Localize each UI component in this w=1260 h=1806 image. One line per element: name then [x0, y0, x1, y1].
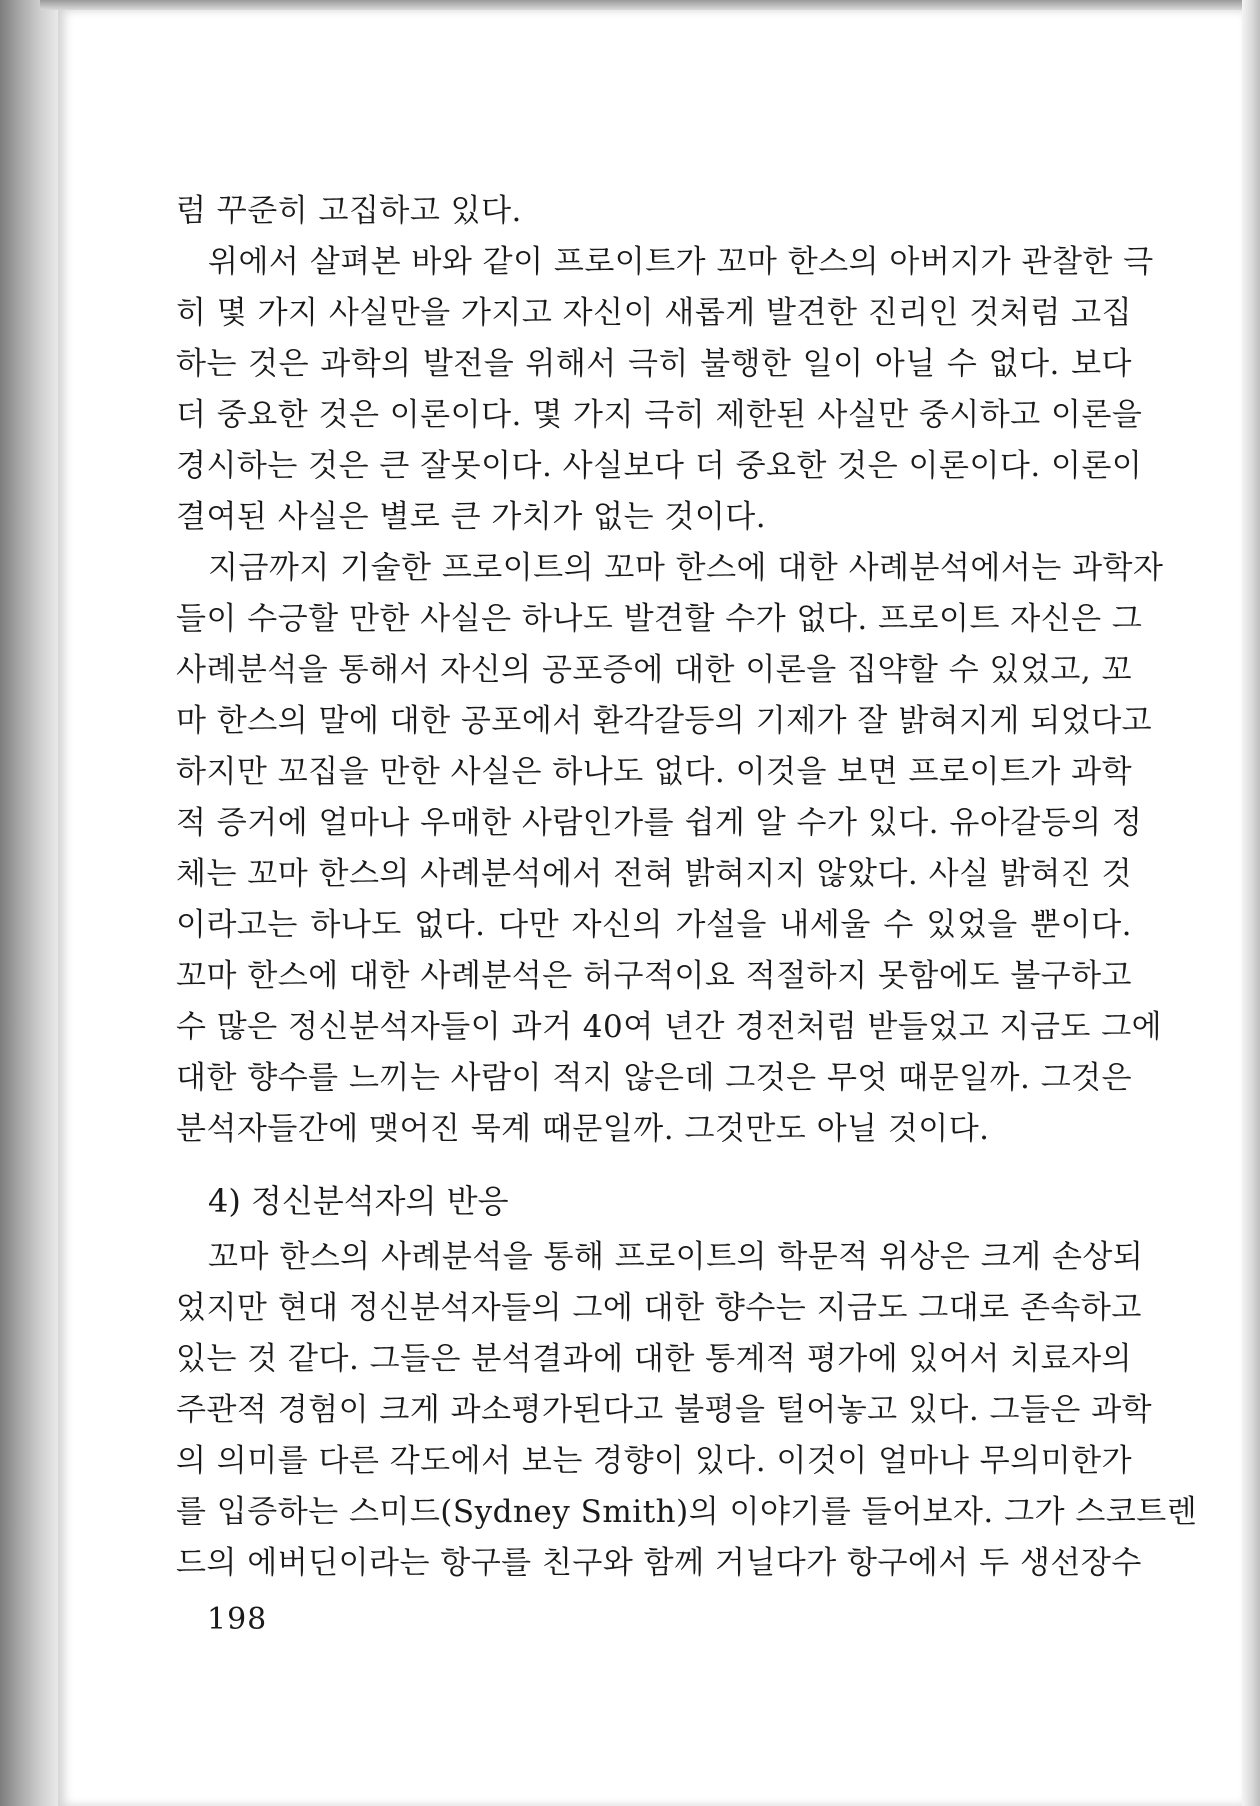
text-line: 드의 에버딘이라는 항구를 친구와 함께 거닐다가 항구에서 두 생선장수: [176, 1545, 1142, 1581]
text-line: 주관적 경험이 크게 과소평가된다고 불평을 털어놓고 있다. 그들은 과학: [176, 1392, 1153, 1428]
text-line: 럼 꾸준히 고집하고 있다.: [176, 193, 522, 229]
text-line: 적 증거에 얼마나 우매한 사람인가를 쉽게 알 수가 있다. 유아갈등의 정: [176, 805, 1143, 841]
text-line: 더 중요한 것은 이론이다. 몇 가지 극히 제한된 사실만 중시하고 이론을: [176, 397, 1143, 433]
text-line: 있는 것 같다. 그들은 분석결과에 대한 통계적 평가에 있어서 치료자의: [176, 1341, 1133, 1377]
text-line: 들이 수긍할 만한 사실은 하나도 발견할 수가 없다. 프로이트 자신은 그: [176, 601, 1143, 637]
text-line: 마 한스의 말에 대한 공포에서 환각갈등의 기제가 잘 밝혀지게 되었다고: [176, 703, 1153, 739]
text-line: 꼬마 한스의 사례분석을 통해 프로이트의 학문적 위상은 크게 손상되: [208, 1239, 1144, 1275]
body-text-top: [176, 186, 1164, 1155]
text-line: 히 몇 가지 사실만을 가지고 자신이 새롭게 발견한 진리인 것처럼 고집: [176, 295, 1133, 331]
book-edge-top: [40, 0, 1260, 10]
text-line: 하지만 꼬집을 만한 사실은 하나도 없다. 이것을 보면 프로이트가 과학: [176, 754, 1133, 790]
text-line: 하는 것은 과학의 발전을 위해서 극히 불행한 일이 아닐 수 없다. 보다: [176, 346, 1132, 382]
text-line: 경시하는 것은 큰 잘못이다. 사실보다 더 중요한 것은 이론이다. 이론이: [176, 448, 1143, 484]
section-heading: 4) 정신분석자의 반응: [208, 1182, 509, 1220]
text-line: 이라고는 하나도 없다. 다만 자신의 가설을 내세울 수 있었을 뿐이다.: [176, 907, 1132, 943]
text-line: 위에서 살펴본 바와 같이 프로이트가 꼬마 한스의 아버지가 관찰한 극: [208, 244, 1154, 280]
text-line: 결여된 사실은 별로 큰 가치가 없는 것이다.: [176, 499, 767, 535]
text-line: 를 입증하는 스미드(Sydney Smith)의 이야기를 들어보자. 그가 스코트렌: [176, 1494, 1198, 1530]
text-line: 었지만 현대 정신분석자들의 그에 대한 향수는 지금도 그대로 존속하고: [176, 1290, 1142, 1326]
text-line: 사례분석을 통해서 자신의 공포증에 대한 이론을 집약할 수 있었고, 꼬: [176, 652, 1133, 688]
text-line: 지금까지 기술한 프로이트의 꼬마 한스에 대한 사례분석에서는 과학자: [208, 550, 1164, 586]
body-text-bottom: [176, 1232, 1198, 1589]
text-line: 의 의미를 다른 각도에서 보는 경향이 있다. 이것이 얼마나 무의미한가: [176, 1443, 1133, 1479]
text-line: 체는 꼬마 한스의 사례분석에서 전혀 밝혀지지 않았다. 사실 밝혀진 것: [176, 856, 1133, 892]
book-edge-left: [0, 0, 58, 1806]
text-line: 분석자들간에 맺어진 묵계 때문일까. 그것만도 아닐 것이다.: [176, 1111, 990, 1147]
text-line: 수 많은 정신분석자들이 과거 40여 년간 경전처럼 받들었고 지금도 그에: [176, 1009, 1163, 1045]
text-line: 꼬마 한스에 대한 사례분석은 허구적이요 적절하지 못함에도 불구하고: [176, 958, 1132, 994]
text-line: 대한 향수를 느끼는 사람이 적지 않은데 그것은 무엇 때문일까. 그것은: [176, 1060, 1133, 1096]
page-number: 198: [207, 1602, 268, 1637]
book-edge-right: [1242, 0, 1260, 1806]
